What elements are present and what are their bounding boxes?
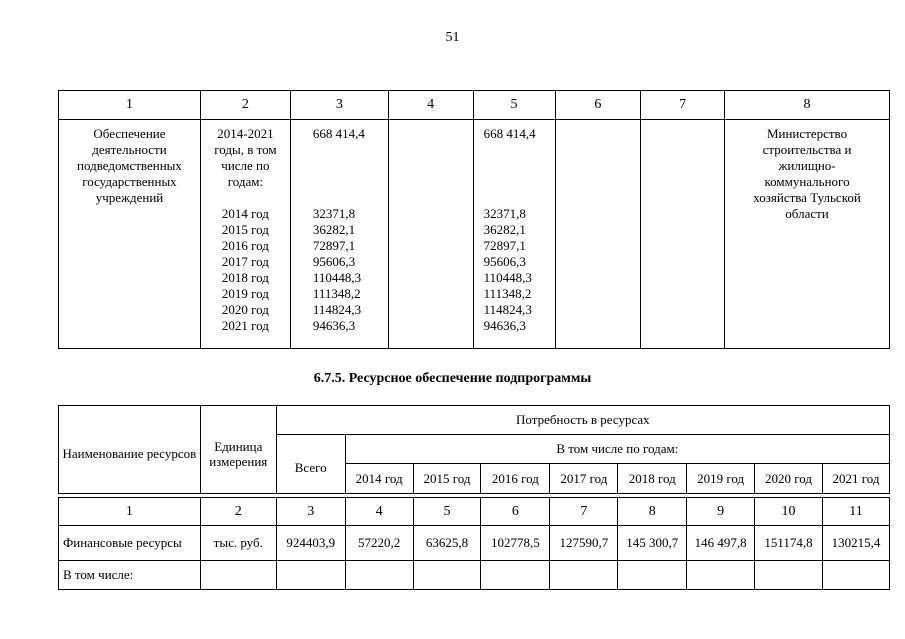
amount-col3 [290, 120, 388, 349]
column-number-row [59, 498, 890, 526]
col-number: 3 [276, 498, 345, 526]
header-year: 2019 год [687, 464, 755, 494]
header-year: 2015 год [413, 464, 481, 494]
col-number: 11 [822, 498, 889, 526]
year-value: 94636,3 [483, 318, 526, 333]
section-title: 6.7.5. Ресурсное обеспечение подпрограммы [313, 371, 592, 386]
resource-name: Финансовые ресурсы [59, 526, 201, 561]
activity-row [59, 120, 890, 349]
col-number: 1 [59, 498, 201, 526]
year-label: 2015 год [221, 222, 269, 237]
activity-table [58, 90, 890, 349]
col-number: 8 [725, 91, 890, 120]
col-number: 7 [550, 498, 618, 526]
year-value: 32371,8 [312, 206, 356, 221]
resource-value [413, 561, 481, 590]
resource-unit [200, 561, 276, 590]
col-number: 8 [618, 498, 687, 526]
resource-table [58, 405, 890, 590]
col-number: 4 [345, 498, 413, 526]
col-number: 6 [555, 91, 641, 120]
responsible-text: Министерство строительства и жилищно-коммунального хозяйства Тульской области [753, 126, 861, 221]
year-label: 2016 год [221, 238, 269, 253]
header-year: 2016 год [481, 464, 550, 494]
resource-value: 102778,5 [481, 526, 550, 561]
year-label: 2017 год [221, 254, 269, 269]
resource-value: 130215,4 [822, 526, 889, 561]
resource-name: В том числе: [59, 561, 201, 590]
year-value: 114824,3 [312, 302, 362, 317]
activity-name [59, 120, 201, 349]
resource-value [345, 561, 413, 590]
activity-name-text: Обеспечение деятельности подведомственных государственных учреждений [77, 126, 182, 205]
column-number-row [59, 91, 890, 120]
year-label: 2019 год [221, 286, 269, 301]
table-row [59, 526, 890, 561]
period-cell [200, 120, 290, 349]
year-value: 36282,1 [483, 222, 526, 237]
year-value: 32371,8 [483, 206, 526, 221]
resource-value [276, 561, 345, 590]
resource-value [822, 561, 889, 590]
resource-value [687, 561, 755, 590]
header-unit: Единица измерения [200, 406, 276, 494]
resource-value [481, 561, 550, 590]
year-value: 110448,3 [483, 270, 532, 285]
year-value: 72897,1 [483, 238, 526, 253]
empty-col6 [555, 120, 641, 349]
year-value: 110448,3 [312, 270, 362, 285]
col-number: 4 [388, 91, 473, 120]
resource-value [755, 561, 823, 590]
resource-value: 63625,8 [413, 526, 481, 561]
resource-unit: тыс. руб. [200, 526, 276, 561]
total-value: 668 414,4 [483, 126, 536, 141]
col-number: 2 [200, 498, 276, 526]
year-value: 111348,2 [312, 286, 361, 301]
page-number: 51 [445, 30, 460, 45]
header-year: 2017 год [550, 464, 618, 494]
header-resource-name: Наименование ресурсов [59, 406, 201, 494]
empty-col7 [641, 120, 725, 349]
resource-value [618, 561, 687, 590]
table-row [59, 561, 890, 590]
resource-value: 146 497,8 [687, 526, 755, 561]
period-header: 2014-2021 годы, в том числе по годам: [214, 126, 277, 189]
header-by-years: В том числе по годам: [345, 435, 889, 464]
year-label: 2018 год [221, 270, 269, 285]
amount-col5 [473, 120, 555, 349]
year-value: 95606,3 [312, 254, 356, 269]
year-value: 72897,1 [312, 238, 356, 253]
year-label: 2020 год [221, 302, 269, 317]
total-value: 668 414,4 [312, 126, 365, 141]
header-year: 2021 год [822, 464, 889, 494]
header-year: 2020 год [755, 464, 823, 494]
resource-value: 57220,2 [345, 526, 413, 561]
col-number: 5 [473, 91, 555, 120]
col-number: 9 [687, 498, 755, 526]
header-year: 2018 год [618, 464, 687, 494]
resource-value: 127590,7 [550, 526, 618, 561]
year-value: 114824,3 [483, 302, 532, 317]
year-value: 94636,3 [312, 318, 356, 333]
empty-col4 [388, 120, 473, 349]
header-need: Потребность в ресурсах [276, 406, 889, 435]
header-row-1 [59, 406, 890, 435]
header-year: 2014 год [345, 464, 413, 494]
col-number: 3 [290, 91, 388, 120]
resource-value: 145 300,7 [618, 526, 687, 561]
resource-value [550, 561, 618, 590]
year-label: 2014 год [221, 206, 269, 221]
col-number: 6 [481, 498, 550, 526]
col-number: 2 [200, 91, 290, 120]
col-number: 10 [755, 498, 823, 526]
resource-value: 924403,9 [276, 526, 345, 561]
year-label: 2021 год [221, 318, 269, 333]
col-number: 7 [641, 91, 725, 120]
responsible-cell [725, 120, 890, 349]
resource-value: 151174,8 [755, 526, 823, 561]
col-number: 5 [413, 498, 481, 526]
year-value: 36282,1 [312, 222, 356, 237]
year-value: 111348,2 [483, 286, 532, 301]
year-value: 95606,3 [483, 254, 526, 269]
col-number: 1 [59, 91, 201, 120]
header-total: Всего [276, 435, 345, 494]
